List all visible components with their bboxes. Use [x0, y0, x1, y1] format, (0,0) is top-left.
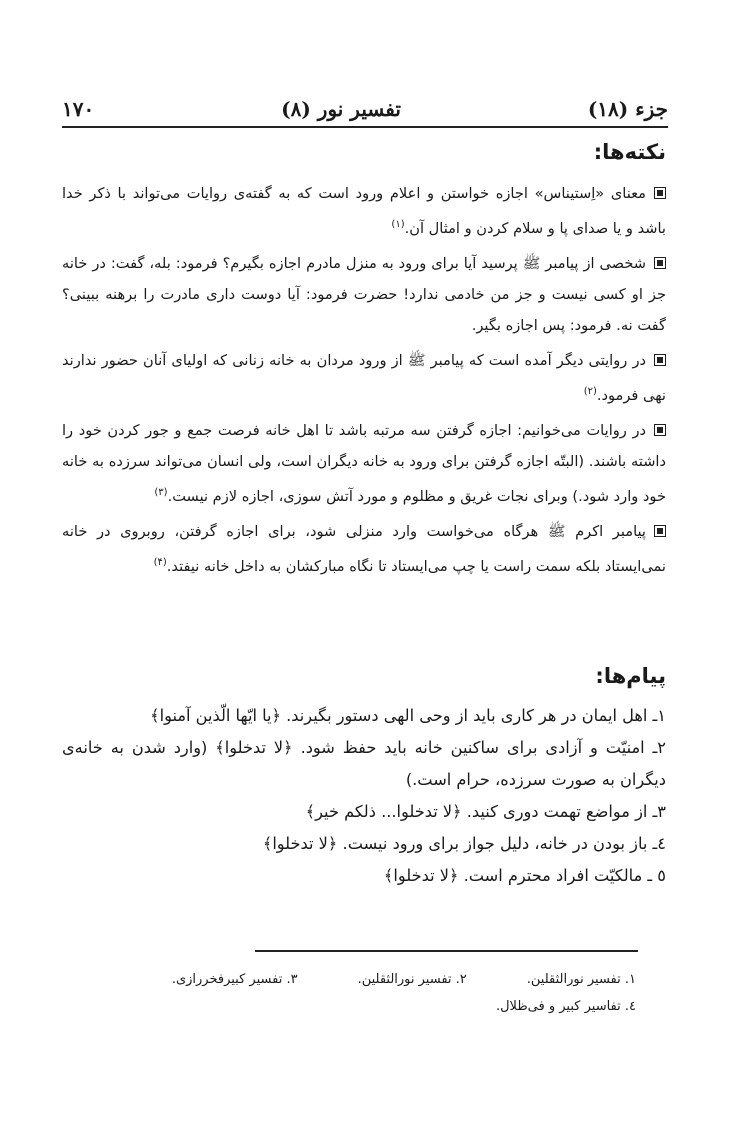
messages-list [62, 700, 666, 892]
note-text: در روایات می‌خوانیم: اجازه گرفتن سه مرتبه باشد تا اهل خانه فرصت جمع و جور کردن خود را داشته باشند. (البتّه اجازه گرفتن برای ورود به خانه دیگران است، ولی انسان می‌تواند سرزده به خانه خود وارد شود.) وبرای نجات غریق و مظلوم و مورد آتش سوزی، اجازه لازم نیست. [62, 421, 666, 505]
footnote: ٤. تفاسیر کبیر و فی‌ظلال. [495, 999, 636, 1014]
note-item [62, 516, 666, 582]
footnote: ۳. تفسیر کبیرفخررازی. [171, 972, 298, 987]
note-text: پیامبر اکرم ﷺ هرگاه می‌خواست وارد منزلی شود، برای اجازه گرفتن، روبروی در خانه نمی‌ایستاد بلکه سمت راست یا چپ می‌ایستاد تا نگاه مبارکشان به داخل خانه نیفتد. [62, 522, 666, 575]
footnote: ۲. تفسیر نورالثقلین. [357, 972, 467, 987]
notes-title: نکته‌ها: [593, 140, 666, 164]
footnote-ref: (۴) [153, 556, 167, 568]
page-header [62, 92, 668, 128]
square-bullet-icon [654, 257, 666, 269]
page-number: ۱۷۰ [62, 97, 95, 121]
square-bullet-icon [654, 424, 666, 436]
footnote-row [62, 993, 636, 1020]
part-label: جزء (۱۸) [587, 97, 668, 121]
footnote-ref: (۲) [583, 385, 597, 397]
book-title: تفسیر نور (۸) [281, 97, 401, 121]
footnote-ref: (۳) [154, 486, 168, 498]
message-item: ٥ ـ مالکیّت افراد محترم است. ﴿لا تدخلوا﴾ [383, 866, 666, 885]
notes-list [62, 178, 666, 585]
square-bullet-icon [654, 354, 666, 366]
message-item: ۱ـ اهل ایمان در هر کاری باید از وحی الهی دستور بگیرند. ﴿یا ایّها الّذین آمنوا﴾ [150, 706, 666, 725]
note-text: معنای «اِستیناس» اجازه خواستن و اعلام ورود است که به گفته‌ی روایات می‌تواند با ذکر خدا باشد و یا صدای پا و سلام کردن و امثال آن. [62, 185, 666, 237]
note-text: در روایتی دیگر آمده است که پیامبر ﷺ از ورود مردان به خانه زنانی که اولیای آنان حضور ندارند نهی فرمود. [62, 351, 666, 404]
note-item [62, 178, 666, 244]
note-item [62, 248, 666, 341]
note-item [62, 415, 666, 512]
footnote-divider [255, 950, 638, 952]
note-item [62, 345, 666, 411]
footnotes [62, 966, 636, 1020]
message-item: ۲ـ امنیّت و آزادی برای ساکنین خانه باید حفظ شود. ﴿لا تدخلوا﴾ (وارد شدن به خانه‌ی دیگران به صورت سرزده، حرام است.) [62, 738, 666, 789]
note-text: شخصی از پیامبر ﷺ پرسید آیا برای ورود به منزل مادرم اجازه بگیرم؟ فرمود: بله، گفت: در خانه جز او کسی نیست و جز من خادمی ندارد! حضرت فرمود: آیا دوست داری مادرت را برهنه ببینی؟ گفت نه. فرمود: پس اجازه بگیر. [62, 254, 666, 334]
message-item: ۳ـ از مواضع تهمت دوری کنید. ﴿لا تدخلوا... ذلکم خیر﴾ [305, 802, 666, 821]
square-bullet-icon [654, 187, 666, 199]
message-item: ٤ـ باز بودن در خانه، دلیل جواز برای ورود نیست. ﴿لا تدخلوا﴾ [262, 834, 666, 853]
footnote-ref: (۱) [391, 219, 405, 230]
square-bullet-icon [654, 525, 666, 537]
messages-title: پیام‌ها: [595, 664, 666, 688]
footnote-row [62, 966, 636, 993]
footnote: ۱. تفسیر نورالثقلین. [526, 972, 636, 987]
